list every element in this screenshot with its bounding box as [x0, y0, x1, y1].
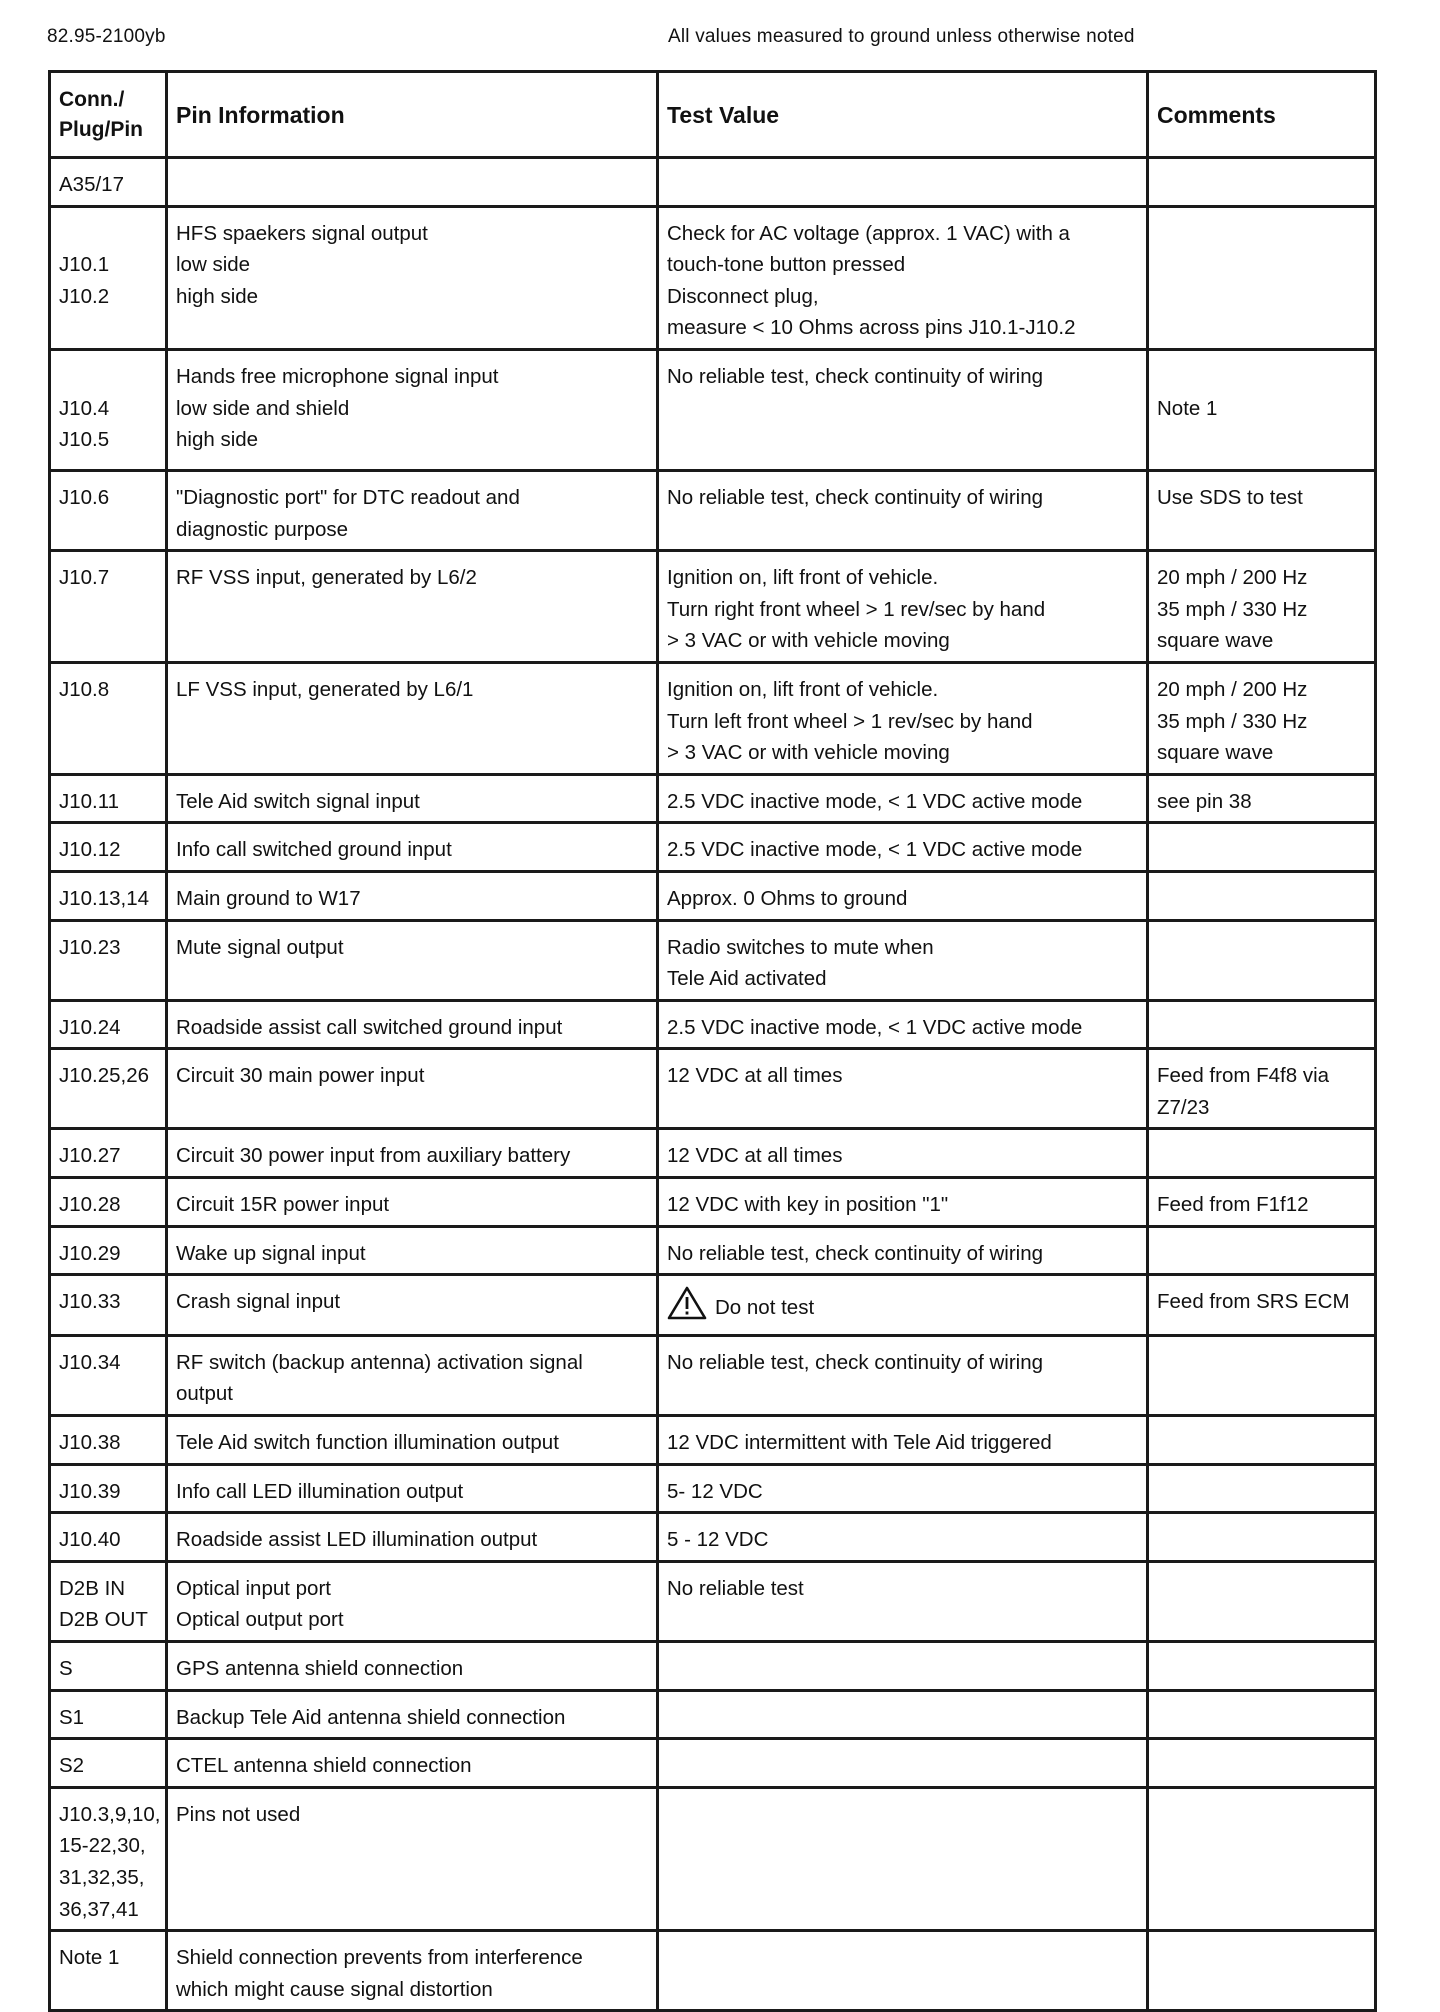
table-row [50, 551, 1376, 663]
test-value-cell: Ignition on, lift front of vehicle. Turn left front wheel > 1 rev/sec by hand > 3 VAC or with vehicle moving [658, 662, 1148, 774]
test-value-cell [658, 1275, 1148, 1336]
comments-cell [1148, 1739, 1376, 1788]
comments-cell [1148, 1226, 1376, 1275]
table-row [50, 349, 1376, 470]
table-row [50, 1226, 1376, 1275]
table-row [50, 1335, 1376, 1415]
measurement-note: All values measured to ground unless otherwise noted [668, 26, 1135, 47]
test-value-cell: 12 VDC at all times [658, 1129, 1148, 1178]
pin-info-cell: Roadside assist call switched ground input [167, 1000, 658, 1049]
conn-cell: J10.25,26 [50, 1049, 167, 1129]
table-row [50, 1275, 1376, 1336]
pin-info-cell: Roadside assist LED illumination output [167, 1513, 658, 1562]
comments-cell: Use SDS to test [1148, 470, 1376, 550]
conn-cell: J10.38 [50, 1416, 167, 1465]
pin-info-cell: "Diagnostic port" for DTC readout and diagnostic purpose [167, 470, 658, 550]
table-row [50, 1178, 1376, 1227]
table-row [50, 1787, 1376, 1930]
table-row [50, 871, 1376, 920]
pin-info-cell: Backup Tele Aid antenna shield connection [167, 1690, 658, 1739]
document-code: 82.95-2100yb [47, 26, 166, 47]
table-row [50, 1561, 1376, 1641]
comments-cell [1148, 1513, 1376, 1562]
comments-cell: 20 mph / 200 Hz 35 mph / 330 Hz square wave [1148, 551, 1376, 663]
conn-cell: J10.3,9,10, 15-22,30, 31,32,35, 36,37,41 [50, 1787, 167, 1930]
pin-info-cell: GPS antenna shield connection [167, 1642, 658, 1691]
test-value-cell: Check for AC voltage (approx. 1 VAC) with a touch-tone button pressed Disconnect plug, measure < 10 Ohms across pins J10.1-J10.2 [658, 206, 1148, 349]
conn-cell: J10.28 [50, 1178, 167, 1227]
conn-cell: J10.40 [50, 1513, 167, 1562]
conn-cell: J10.6 [50, 470, 167, 550]
conn-cell: A35/17 [50, 158, 167, 207]
table-row [50, 662, 1376, 774]
comments-cell [1148, 1561, 1376, 1641]
pin-info-cell: Circuit 30 main power input [167, 1049, 658, 1129]
conn-cell: J10.27 [50, 1129, 167, 1178]
pin-info-cell: Pins not used [167, 1787, 658, 1930]
table-row [50, 1129, 1376, 1178]
table-row [50, 1416, 1376, 1465]
column-header-comments: Comments [1148, 72, 1376, 158]
conn-cell: J10.1 J10.2 [50, 206, 167, 349]
conn-cell: J10.13,14 [50, 871, 167, 920]
table-row [50, 920, 1376, 1000]
pin-info-cell: Info call LED illumination output [167, 1464, 658, 1513]
pin-info-cell: Circuit 15R power input [167, 1178, 658, 1227]
pin-info-cell: Shield connection prevents from interference which might cause signal distortion [167, 1931, 658, 2011]
comments-cell [1148, 823, 1376, 872]
pin-info-cell: CTEL antenna shield connection [167, 1739, 658, 1788]
column-header-pin-info: Pin Information [167, 72, 658, 158]
test-value-cell: Approx. 0 Ohms to ground [658, 871, 1148, 920]
comments-cell: Feed from F4f8 via Z7/23 [1148, 1049, 1376, 1129]
pin-info-cell: Hands free microphone signal input low side and shield high side [167, 349, 658, 470]
pin-info-cell: LF VSS input, generated by L6/1 [167, 662, 658, 774]
test-value-cell [658, 1642, 1148, 1691]
test-value-cell: Radio switches to mute when Tele Aid activated [658, 920, 1148, 1000]
table-header-row [50, 72, 1376, 158]
comments-cell [1148, 871, 1376, 920]
comments-cell: Feed from F1f12 [1148, 1178, 1376, 1227]
conn-cell: S [50, 1642, 167, 1691]
comments-cell [1148, 1642, 1376, 1691]
comments-cell [1148, 1000, 1376, 1049]
test-value-cell [658, 1739, 1148, 1788]
test-value-cell: No reliable test, check continuity of wiring [658, 1335, 1148, 1415]
comments-cell [1148, 1931, 1376, 2011]
comments-cell: Feed from SRS ECM [1148, 1275, 1376, 1336]
test-value-cell [658, 1787, 1148, 1930]
conn-cell: J10.23 [50, 920, 167, 1000]
conn-cell: J10.4 J10.5 [50, 349, 167, 470]
table-row [50, 1931, 1376, 2011]
pin-info-cell: Tele Aid switch signal input [167, 774, 658, 823]
table-row [50, 1000, 1376, 1049]
test-value-cell: 2.5 VDC inactive mode, < 1 VDC active mode [658, 1000, 1148, 1049]
table-row [50, 470, 1376, 550]
comments-cell [1148, 1335, 1376, 1415]
table-row [50, 158, 1376, 207]
conn-cell: J10.33 [50, 1275, 167, 1336]
warning-triangle-icon [667, 1286, 707, 1330]
conn-cell: S2 [50, 1739, 167, 1788]
conn-cell: J10.24 [50, 1000, 167, 1049]
pin-info-cell: Optical input port Optical output port [167, 1561, 658, 1641]
table-row [50, 1642, 1376, 1691]
pin-info-cell: RF switch (backup antenna) activation signal output [167, 1335, 658, 1415]
table-row [50, 1513, 1376, 1562]
table-row [50, 1049, 1376, 1129]
pin-info-cell: RF VSS input, generated by L6/2 [167, 551, 658, 663]
pin-info-cell: HFS spaekers signal output low side high side [167, 206, 658, 349]
conn-cell: J10.7 [50, 551, 167, 663]
conn-cell: Note 1 [50, 1931, 167, 2011]
test-value-cell [658, 1931, 1148, 2011]
conn-cell: S1 [50, 1690, 167, 1739]
pin-info-cell: Wake up signal input [167, 1226, 658, 1275]
test-value-cell: No reliable test, check continuity of wiring [658, 470, 1148, 550]
comments-cell: Note 1 [1148, 349, 1376, 470]
comments-cell [1148, 1464, 1376, 1513]
comments-cell [1148, 206, 1376, 349]
test-value-cell: 2.5 VDC inactive mode, < 1 VDC active mode [658, 823, 1148, 872]
test-value-cell [658, 158, 1148, 207]
table-row [50, 1690, 1376, 1739]
test-value-cell: No reliable test [658, 1561, 1148, 1641]
conn-cell: D2B IN D2B OUT [50, 1561, 167, 1641]
test-value-cell: 12 VDC with key in position "1" [658, 1178, 1148, 1227]
pin-info-cell: Circuit 30 power input from auxiliary battery [167, 1129, 658, 1178]
comments-cell [1148, 158, 1376, 207]
table-row [50, 1739, 1376, 1788]
pin-info-cell: Tele Aid switch function illumination output [167, 1416, 658, 1465]
test-value-cell: 12 VDC intermittent with Tele Aid triggered [658, 1416, 1148, 1465]
conn-cell: J10.8 [50, 662, 167, 774]
comments-cell [1148, 920, 1376, 1000]
test-value-cell: No reliable test, check continuity of wiring [658, 349, 1148, 470]
test-value-cell [658, 1690, 1148, 1739]
comments-cell [1148, 1129, 1376, 1178]
table-row [50, 823, 1376, 872]
pin-info-cell: Info call switched ground input [167, 823, 658, 872]
test-value-cell: Ignition on, lift front of vehicle. Turn right front wheel > 1 rev/sec by hand > 3 VAC or with vehicle moving [658, 551, 1148, 663]
test-value-cell: 2.5 VDC inactive mode, < 1 VDC active mode [658, 774, 1148, 823]
column-header-conn: Conn./ Plug/Pin [50, 72, 167, 158]
pin-info-cell [167, 158, 658, 207]
conn-cell: J10.39 [50, 1464, 167, 1513]
conn-cell: J10.11 [50, 774, 167, 823]
conn-cell: J10.34 [50, 1335, 167, 1415]
comments-cell [1148, 1787, 1376, 1930]
pin-test-table [48, 70, 1377, 2012]
table-row [50, 774, 1376, 823]
column-header-test-value: Test Value [658, 72, 1148, 158]
comments-cell [1148, 1416, 1376, 1465]
conn-cell: J10.12 [50, 823, 167, 872]
pin-info-cell: Main ground to W17 [167, 871, 658, 920]
pin-info-cell: Crash signal input [167, 1275, 658, 1336]
conn-cell: J10.29 [50, 1226, 167, 1275]
test-value-text: Do not test [715, 1296, 815, 1320]
test-value-cell: 5 - 12 VDC [658, 1513, 1148, 1562]
pin-info-cell: Mute signal output [167, 920, 658, 1000]
table-row [50, 1464, 1376, 1513]
comments-cell: see pin 38 [1148, 774, 1376, 823]
test-value-cell: 12 VDC at all times [658, 1049, 1148, 1129]
test-value-cell: No reliable test, check continuity of wiring [658, 1226, 1148, 1275]
test-value-cell: 5- 12 VDC [658, 1464, 1148, 1513]
table-row [50, 206, 1376, 349]
comments-cell: 20 mph / 200 Hz 35 mph / 330 Hz square wave [1148, 662, 1376, 774]
comments-cell [1148, 1690, 1376, 1739]
